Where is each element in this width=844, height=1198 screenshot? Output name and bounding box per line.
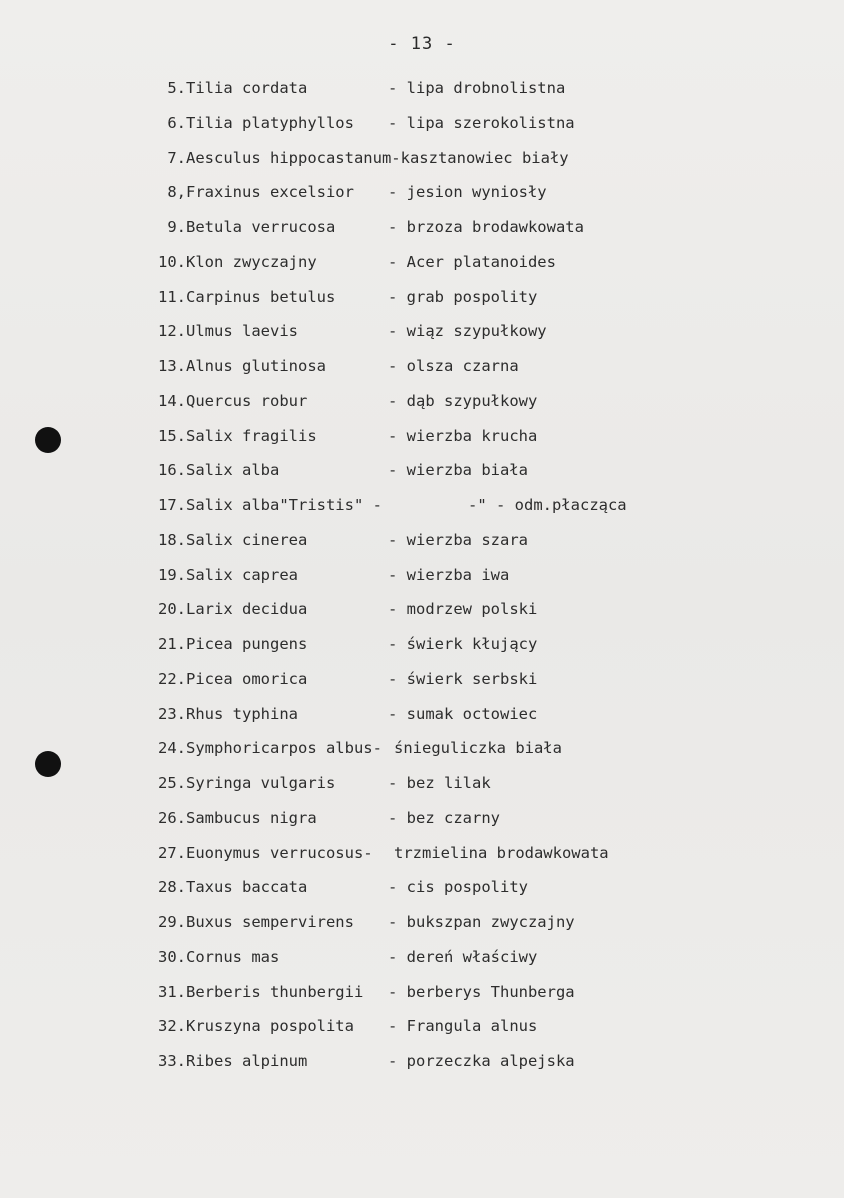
latin-name: Syringa vulgaris [186, 774, 336, 792]
polish-name: trzmielina brodawkowata [394, 843, 609, 862]
item-number: 5. [167, 79, 186, 97]
latin-name: Ribes alpinum [186, 1052, 308, 1070]
latin-name: Aesculus hippocastanum-kasztanowiec biały [186, 148, 569, 167]
list-item [158, 908, 798, 943]
latin-name: Berberis thunbergii [186, 982, 364, 1001]
item-number: 22. [158, 669, 186, 688]
latin-name: Klon zwyczajny [186, 252, 317, 271]
polish-name: - sumak octowiec [388, 704, 538, 723]
item-number: 29. [158, 913, 186, 931]
item-number: 23. [158, 704, 186, 723]
polish-name: - cis pospolity [388, 878, 528, 897]
polish-name: - wierzba biała [388, 461, 528, 480]
list-item [158, 248, 798, 283]
item-number: 26. [158, 808, 186, 827]
item-number: 15. [158, 426, 186, 445]
list-item [158, 630, 798, 665]
list-item [158, 526, 798, 561]
list-item [158, 422, 798, 457]
latin-name: Ulmus laevis [186, 322, 298, 341]
list-item [158, 804, 798, 839]
list-item [158, 839, 798, 874]
punch-hole-icon [35, 751, 61, 777]
polish-name: - bukszpan zwyczajny [388, 913, 575, 931]
item-number: 16. [158, 461, 186, 480]
polish-name: śnieguliczka biała [394, 739, 562, 758]
latin-name: Tilia cordata [186, 79, 308, 97]
list-item [158, 734, 798, 769]
latin-name: Betula verrucosa [186, 218, 336, 236]
latin-name: Salix alba [186, 461, 280, 480]
item-number: 6. [167, 113, 186, 132]
latin-name: Tilia platyphyllos [186, 113, 354, 132]
list-item [158, 943, 798, 978]
item-number: 20. [158, 600, 186, 619]
item-number: 32. [158, 1017, 186, 1036]
latin-name: Salix caprea [186, 565, 298, 584]
polish-name: - brzoza brodawkowata [388, 218, 584, 236]
list-item [158, 456, 798, 491]
item-number: 33. [158, 1052, 186, 1070]
polish-name: - modrzew polski [388, 600, 538, 619]
list-item [158, 665, 798, 700]
list-item [158, 1047, 798, 1082]
item-number: 28. [158, 878, 186, 897]
list-item [158, 144, 798, 179]
latin-name: Sambucus nigra [186, 808, 317, 827]
list-item [158, 595, 798, 630]
polish-name: - olsza czarna [388, 357, 519, 375]
latin-name: Fraxinus excelsior [186, 183, 354, 202]
page-number: - 13 - [388, 34, 456, 54]
latin-name: Alnus glutinosa [186, 357, 326, 375]
item-number: 27. [158, 843, 186, 862]
polish-name: - berberys Thunberga [388, 982, 575, 1001]
latin-name: Cornus mas [186, 947, 280, 966]
list-item [158, 178, 798, 213]
polish-name: - dereń właściwy [388, 947, 538, 966]
latin-name: Quercus robur [186, 391, 308, 410]
polish-name: - lipa drobnolistna [388, 79, 566, 97]
list-item [158, 109, 798, 144]
list-item [158, 769, 798, 804]
punch-hole-icon [35, 427, 61, 453]
latin-name: Salix alba"Tristis" - [186, 496, 382, 514]
latin-name: Picea omorica [186, 669, 308, 688]
list-item [158, 561, 798, 596]
latin-name: Larix decidua [186, 600, 308, 619]
polish-name: - lipa szerokolistna [388, 113, 575, 132]
polish-name: - bez lilak [388, 774, 491, 792]
latin-name: Kruszyna pospolita [186, 1017, 354, 1036]
polish-name: - jesion wyniosły [388, 183, 547, 202]
species-list [158, 74, 798, 1082]
list-item [158, 491, 798, 526]
item-number: 13. [158, 357, 186, 375]
item-number: 19. [158, 565, 186, 584]
latin-name: Taxus baccata [186, 878, 308, 897]
item-number: 9. [167, 218, 186, 236]
polish-name: - bez czarny [388, 808, 500, 827]
item-number: 18. [158, 530, 186, 549]
list-item [158, 352, 798, 387]
latin-name: Rhus typhina [186, 704, 298, 723]
item-number: 24. [158, 739, 186, 758]
latin-name: Salix fragilis [186, 426, 317, 445]
latin-name: Carpinus betulus [186, 287, 336, 306]
polish-name: - grab pospolity [388, 287, 538, 306]
polish-name: - wierzba iwa [388, 565, 510, 584]
latin-name: Picea pungens [186, 635, 308, 653]
item-number: 14. [158, 391, 186, 410]
polish-name: - wiąz szypułkowy [388, 322, 547, 341]
list-item [158, 317, 798, 352]
list-item [158, 74, 798, 109]
latin-name: Buxus sempervirens [186, 913, 354, 931]
item-number: 7. [167, 148, 186, 167]
polish-name: - Frangula alnus [388, 1017, 538, 1036]
latin-name: Euonymus verrucosus- [186, 843, 373, 862]
latin-name: Salix cinerea [186, 530, 308, 549]
item-number: 8, [167, 183, 186, 202]
polish-name: - porzeczka alpejska [388, 1052, 575, 1070]
list-item [158, 978, 798, 1013]
list-item [158, 700, 798, 735]
polish-name: - Acer platanoides [388, 252, 556, 271]
polish-name: - wierzba szara [388, 530, 528, 549]
polish-name: - świerk kłujący [388, 635, 538, 653]
list-item [158, 1012, 798, 1047]
list-item [158, 387, 798, 422]
list-item [158, 213, 798, 248]
item-number: 25. [158, 774, 186, 792]
item-number: 10. [158, 252, 186, 271]
latin-name: Symphoricarpos albus- [186, 739, 382, 758]
list-item [158, 283, 798, 318]
polish-name: -" - odm.płacząca [468, 496, 627, 514]
polish-name: - świerk serbski [388, 669, 538, 688]
item-number: 17. [158, 496, 186, 514]
polish-name: - dąb szypułkowy [388, 391, 538, 410]
item-number: 31. [158, 982, 186, 1001]
item-number: 11. [158, 287, 186, 306]
list-item [158, 873, 798, 908]
item-number: 30. [158, 947, 186, 966]
item-number: 21. [158, 635, 186, 653]
polish-name: - wierzba krucha [388, 426, 538, 445]
item-number: 12. [158, 322, 186, 341]
